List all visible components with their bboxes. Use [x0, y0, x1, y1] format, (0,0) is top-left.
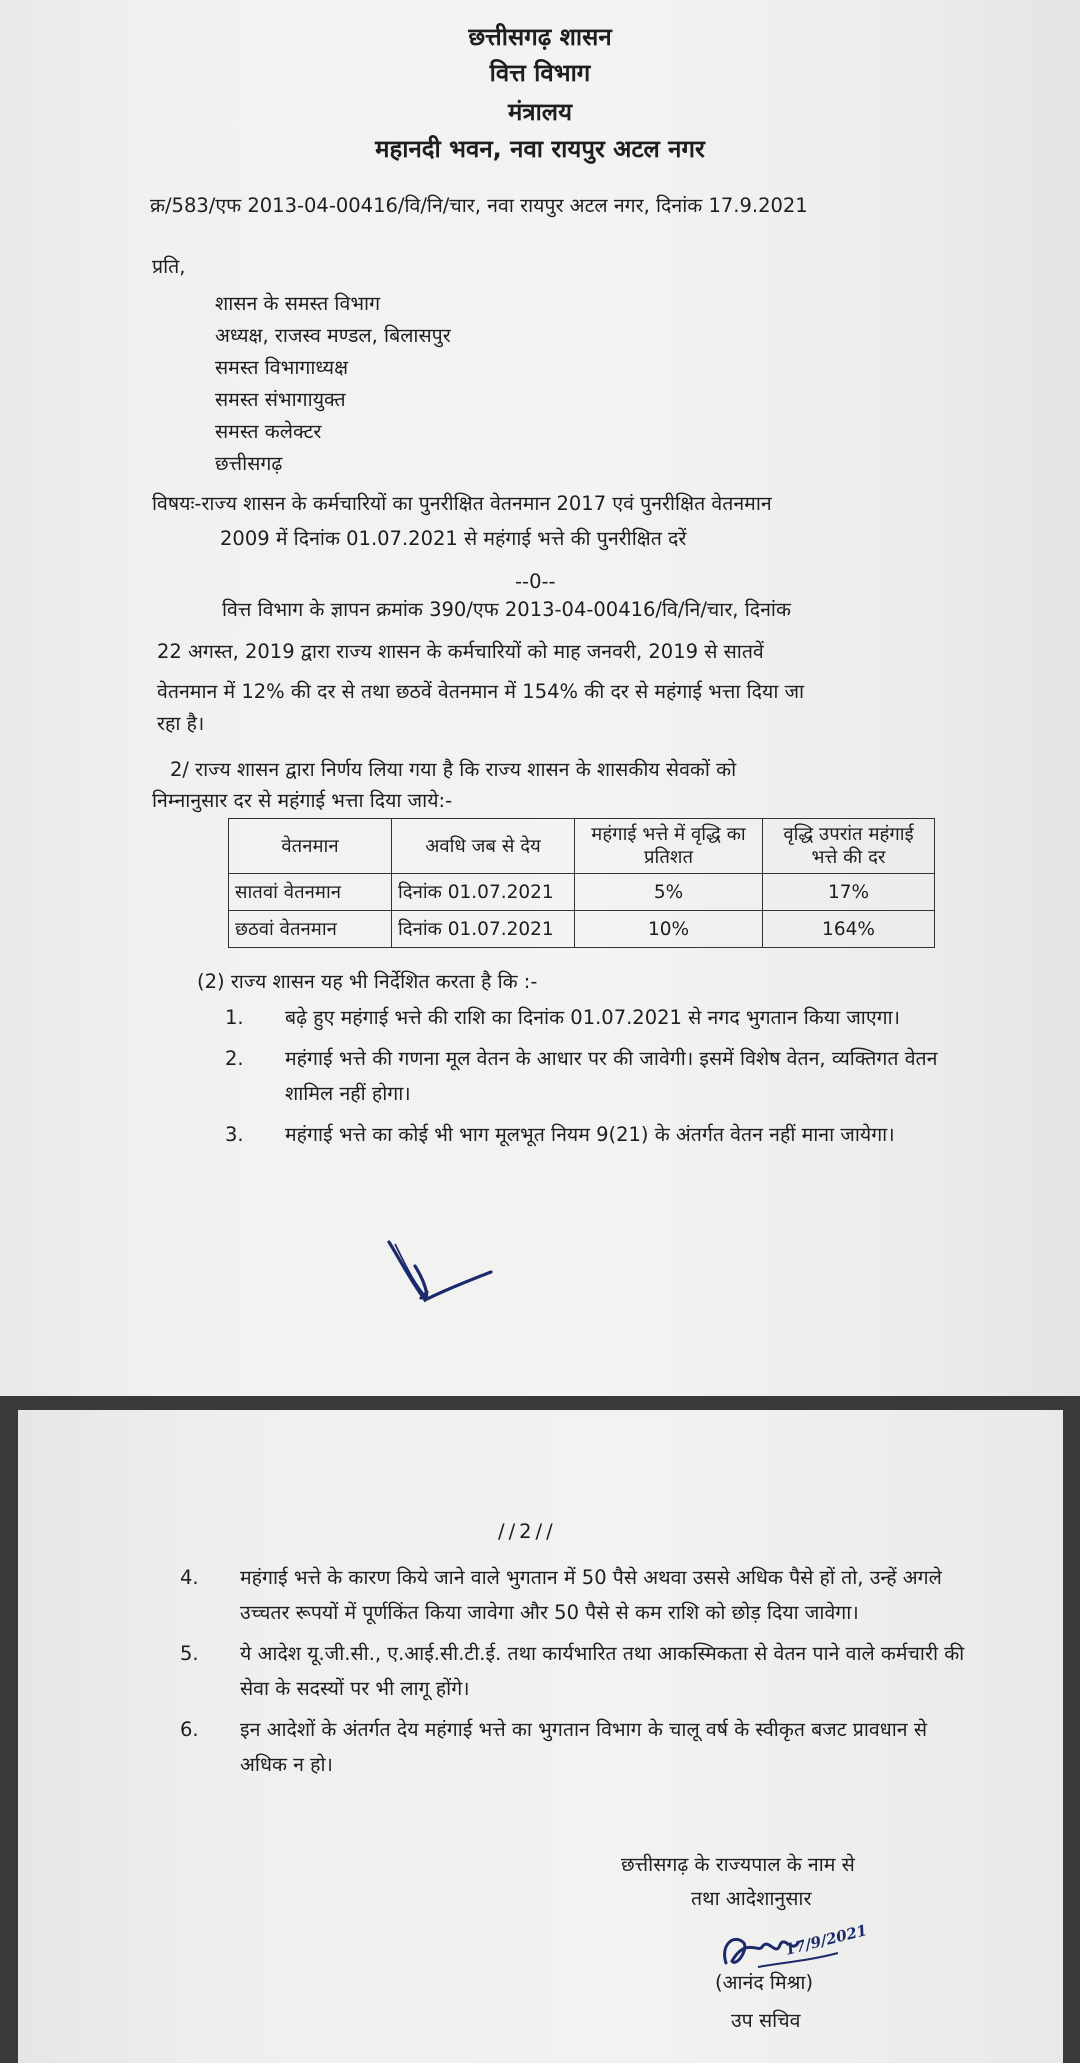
recipient-item: समस्त संभागायुक्त	[215, 388, 346, 411]
document-page-2	[18, 1410, 1063, 2063]
list-text: बढ़े हुए महंगाई भत्ते की राशि का दिनांक 01.07.2021 से नगद भुगतान किया जाएगा।	[285, 1006, 901, 1029]
paragraph-1-line: 22 अगस्त, 2019 द्वारा राज्य शासन के कर्मचारियों को माह जनवरी, 2019 से सातवें	[157, 640, 764, 663]
table-cell: दिनांक 01.07.2021	[392, 874, 575, 911]
separator: --0--	[515, 570, 556, 593]
recipient-item: समस्त विभागाध्यक्ष	[215, 356, 349, 379]
paragraph-1-line: वेतनमान में 12% की दर से तथा छठवें वेतनमान में 154% की दर से महंगाई भत्ता दिया जा	[157, 680, 805, 703]
list-text: महंगाई भत्ते की गणना मूल वेतन के आधार पर की जावेगी। इसमें विशेष वेतन, व्यक्तिगत वेतन शामिल नहीं होगा।	[285, 1047, 938, 1105]
closing-line-1: छत्तीसगढ़ के राज्यपाल के नाम से	[621, 1853, 855, 1876]
list-number: 6.	[180, 1718, 199, 1741]
recipient-item: अध्यक्ष, राजस्व मण्डल, बिलासपुर	[215, 324, 451, 347]
header-ministry: मंत्रालय	[507, 98, 572, 126]
header-government: छत्तीसगढ़ शासन	[468, 23, 612, 51]
paragraph-1-line: वित्त विभाग के ज्ञापन क्रमांक 390/एफ 2013-04-00416/वि/नि/चार, दिनांक	[222, 598, 791, 621]
directive-line: (2) राज्य शासन यह भी निर्देशित करता है कि :-	[197, 970, 538, 993]
to-label: प्रति,	[152, 255, 186, 278]
list-number: 3.	[225, 1123, 244, 1146]
signature-date: 17/9/2021	[783, 1921, 869, 1959]
points-list-page-2	[180, 1560, 970, 1788]
list-item	[225, 1000, 960, 1035]
list-item	[180, 1636, 970, 1706]
list-number: 2.	[225, 1047, 244, 1070]
column-header: महंगाई भत्ते में वृद्धि का प्रतिशत	[575, 819, 763, 874]
column-header: अवधि जब से देय	[392, 819, 575, 874]
list-item	[180, 1712, 970, 1782]
list-text: महंगाई भत्ते के कारण किये जाने वाले भुगतान में 50 पैसे अथवा उससे अधिक पैसे हों तो, उन्हें अगले उच्चतर रूपयों में पूर्णकिंत किया जावेगा और 50 पैसे से कम राशि को छोड़ दिया जावेगा।	[240, 1566, 942, 1624]
table-cell: 164%	[763, 911, 935, 948]
initials-signature	[385, 1238, 495, 1308]
paragraph-2-line: 2/ राज्य शासन द्वारा निर्णय लिया गया है कि राज्य शासन के शासकीय सेवकों को	[170, 758, 737, 781]
list-text: इन आदेशों के अंतर्गत देय महंगाई भत्ते का भुगतान विभाग के चालू वर्ष के स्वीकृत बजट प्रावधान से अधिक न हो।	[240, 1718, 928, 1776]
points-list-page-1	[225, 1000, 960, 1158]
subject-line-2: 2009 में दिनांक 01.07.2021 से महंगाई भत्ते की पुनरीक्षित दरें	[220, 527, 687, 550]
recipient-item: छत्तीसगढ़	[215, 452, 283, 475]
header-department: वित्त विभाग	[489, 59, 591, 87]
column-header: वृद्धि उपरांत महंगाई भत्ते की दर	[763, 819, 935, 874]
da-rates-table	[228, 818, 935, 948]
list-number: 5.	[180, 1642, 199, 1665]
list-item	[180, 1560, 970, 1630]
signatory-name: (आनंद मिश्रा)	[715, 1971, 814, 1994]
table-cell: सातवां वेतनमान	[229, 874, 392, 911]
signatory-designation: उप सचिव	[731, 2009, 801, 2032]
subject-line-1: विषयः-राज्य शासन के कर्मचारियों का पुनरीक्षित वेतनमान 2017 एवं पुनरीक्षित वेतनमान	[152, 492, 772, 515]
table-cell: 10%	[575, 911, 763, 948]
header-address: महानदी भवन, नवा रायपुर अटल नगर	[375, 135, 705, 163]
table-cell: 5%	[575, 874, 763, 911]
list-number: 1.	[225, 1006, 244, 1029]
recipient-item: शासन के समस्त विभाग	[215, 292, 381, 315]
paragraph-1-line: रहा है।	[157, 712, 205, 735]
table-cell: दिनांक 01.07.2021	[392, 911, 575, 948]
paragraph-2-line: निम्नानुसार दर से महंगाई भत्ता दिया जाये:-	[152, 789, 453, 812]
table-cell: छठवां वेतनमान	[229, 911, 392, 948]
list-item	[225, 1117, 960, 1152]
reference-line: क्र/583/एफ 2013-04-00416/वि/नि/चार, नवा रायपुर अटल नगर, दिनांक 17.9.2021	[150, 194, 808, 217]
page-number-marker: //2//	[498, 1520, 557, 1543]
column-header: वेतनमान	[229, 819, 392, 874]
list-text: ये आदेश यू.जी.सी., ए.आई.सी.टी.ई. तथा कार्यभारित तथा आकस्मिकता से वेतन पाने वाले कर्मचारी की सेवा के सदस्यों पर भी लागू होंगे।	[240, 1642, 965, 1700]
closing-line-2: तथा आदेशानुसार	[691, 1887, 812, 1910]
table-row	[229, 874, 935, 911]
table-row	[229, 911, 935, 948]
list-text: महंगाई भत्ते का कोई भी भाग मूलभूत नियम 9(21) के अंतर्गत वेतन नहीं माना जायेगा।	[285, 1123, 895, 1146]
recipient-item: समस्त कलेक्टर	[215, 420, 322, 443]
table-header-row	[229, 819, 935, 874]
table-cell: 17%	[763, 874, 935, 911]
list-number: 4.	[180, 1566, 199, 1589]
list-item	[225, 1041, 960, 1111]
